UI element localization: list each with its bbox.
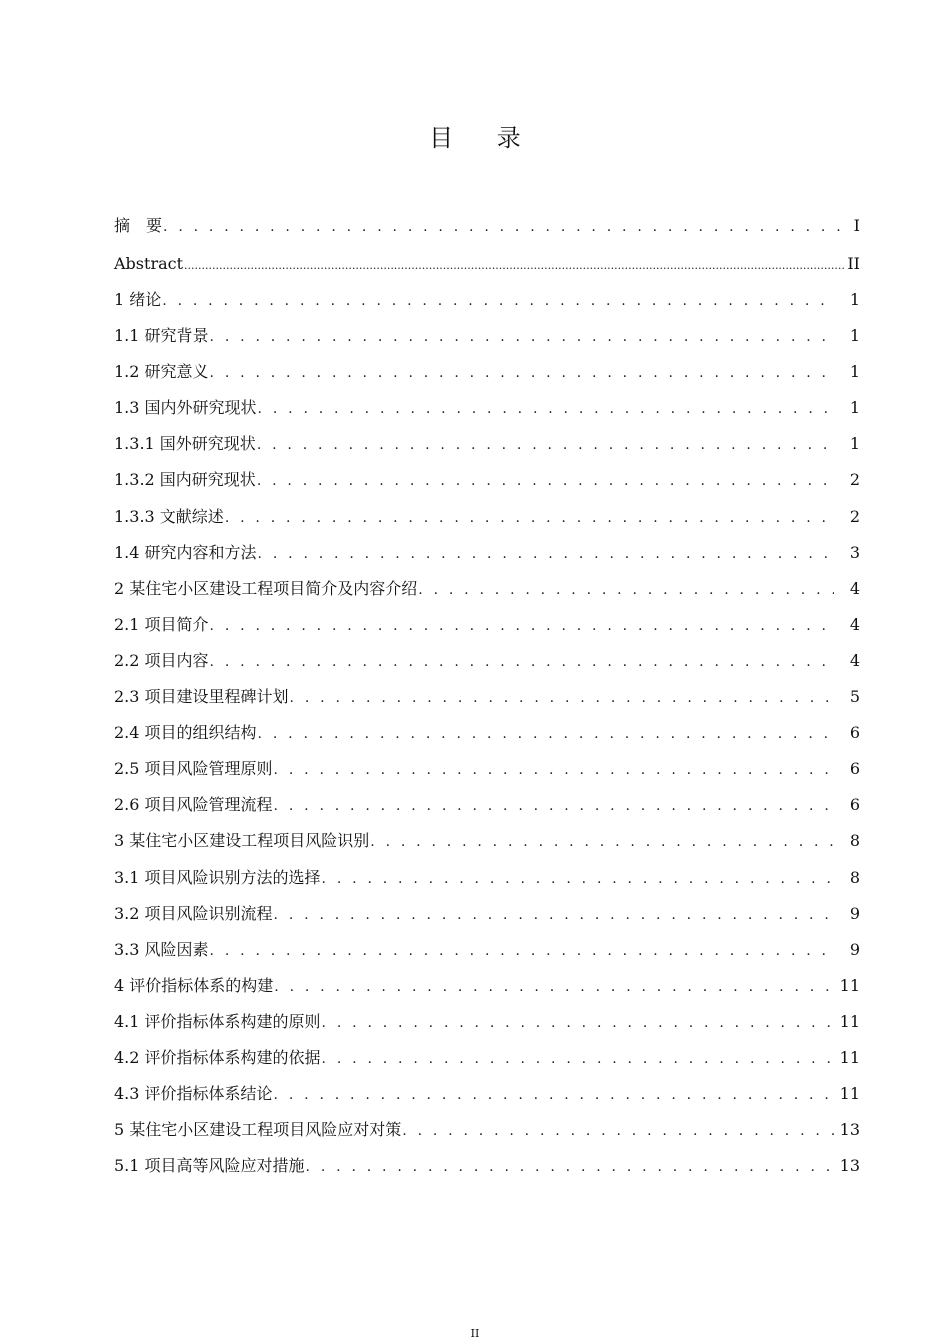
- toc-entry-page: 9: [849, 939, 860, 959]
- toc-dot-leader: [162, 283, 834, 319]
- toc-entry-page: 3: [849, 542, 860, 562]
- toc-entry-label: 2.1 项目简介: [114, 614, 209, 634]
- toc-entry[interactable]: [114, 426, 860, 462]
- toc-dot-leader: [274, 788, 834, 824]
- toc-entry-label: 1.3.1 国外研究现状: [114, 434, 256, 454]
- toc-entry-page: 5: [849, 687, 860, 707]
- toc-entry-label: 4.2 评价指标体系构建的依据: [114, 1047, 321, 1067]
- toc-entry[interactable]: [114, 390, 860, 426]
- toc-entry-page: 1: [849, 434, 860, 454]
- toc-dot-leader: [210, 319, 834, 355]
- toc-entry[interactable]: [114, 787, 860, 823]
- toc-dot-leader: [274, 752, 834, 788]
- toc-dot-leader: [210, 355, 834, 391]
- toc-entry-label: 1.3 国内外研究现状: [114, 398, 257, 418]
- toc-entry-page: 9: [849, 903, 860, 923]
- toc-entry[interactable]: [114, 860, 860, 896]
- toc-entry-page: 11: [839, 1047, 860, 1067]
- toc-dot-leader: [210, 644, 834, 680]
- toc-dot-leader: [210, 608, 834, 644]
- toc-dot-leader: [322, 1005, 834, 1041]
- toc-entry-page: 13: [839, 1156, 860, 1176]
- toc-entry-label: 3.2 项目风险识别流程: [114, 903, 273, 923]
- footer-page-number: II: [470, 1327, 480, 1340]
- toc-entry-label: Abstract: [114, 254, 184, 273]
- toc-entry-label: 3.1 项目风险识别方法的选择: [114, 867, 321, 887]
- toc-entry-label: 1.1 研究背景: [114, 326, 209, 346]
- toc-entry-page: 4: [849, 650, 860, 670]
- toc-entry[interactable]: [114, 932, 860, 968]
- toc-entry-label: 2 某住宅小区建设工程项目简介及内容介绍: [114, 578, 418, 598]
- toc-entry-abstract-en[interactable]: [114, 246, 860, 282]
- toc-entry-label: 5 某住宅小区建设工程项目风险应对对策: [114, 1120, 402, 1140]
- toc-entry[interactable]: [114, 462, 860, 498]
- toc-entry[interactable]: [114, 1112, 860, 1148]
- toc-title: 目 录: [429, 124, 539, 152]
- toc-entry[interactable]: [114, 896, 860, 932]
- toc-entry-label: 4.1 评价指标体系构建的原则: [114, 1011, 321, 1031]
- toc-entry-label: 摘 要: [114, 216, 163, 235]
- toc-entry[interactable]: [114, 968, 860, 1004]
- toc-entry[interactable]: [114, 715, 860, 751]
- toc-entry-page: 1: [849, 326, 860, 346]
- toc-entry-page: II: [847, 254, 860, 273]
- toc-dot-leader: [306, 1149, 834, 1185]
- toc-entry[interactable]: [114, 823, 860, 859]
- toc-entry[interactable]: [114, 318, 860, 354]
- toc-entry-page: I: [853, 216, 860, 235]
- toc-entry-label: 3 某住宅小区建设工程项目风险识别: [114, 831, 370, 851]
- toc-dot-leader: [258, 391, 834, 427]
- toc-entry-label: 4.3 评价指标体系结论: [114, 1084, 273, 1104]
- toc-entry-label: 2.3 项目建设里程碑计划: [114, 687, 289, 707]
- toc-entry-page: 8: [849, 867, 860, 887]
- toc-entry-label: 4 评价指标体系的构建: [114, 975, 274, 995]
- toc-entry-page: 4: [849, 614, 860, 634]
- toc-entry-label: 1.3.3 文献综述: [114, 506, 224, 526]
- toc-dot-leader: [322, 1041, 834, 1077]
- toc-dot-leader: [402, 1113, 834, 1149]
- toc-entry-page: 11: [839, 1011, 860, 1031]
- toc-entry-page: 6: [849, 723, 860, 743]
- toc-entry[interactable]: [114, 354, 860, 390]
- toc-dot-leader: [257, 463, 834, 499]
- toc-entry-label: 1.2 研究意义: [114, 362, 209, 382]
- toc-entry-page: 6: [849, 795, 860, 815]
- toc-entry-page: 4: [849, 578, 860, 598]
- toc-entry[interactable]: [114, 607, 860, 643]
- toc-dot-leader: [184, 248, 845, 284]
- toc-dot-leader: [163, 209, 846, 245]
- toc-dot-leader: [322, 861, 834, 897]
- toc-entry-label: 2.6 项目风险管理流程: [114, 795, 273, 815]
- toc-entry-page: 13: [839, 1120, 860, 1140]
- toc-entry-page: 2: [849, 470, 860, 490]
- toc-dot-leader: [274, 969, 834, 1005]
- toc-entry-page: 6: [849, 759, 860, 779]
- toc-entry[interactable]: [114, 282, 860, 318]
- toc-entry-label: 5.1 项目高等风险应对措施: [114, 1156, 305, 1176]
- toc-entry-page: 1: [849, 398, 860, 418]
- toc-entry-label: 3.3 风险因素: [114, 939, 209, 959]
- toc-dot-leader: [274, 897, 834, 933]
- toc-entry[interactable]: [114, 643, 860, 679]
- toc-entry-label: 1.4 研究内容和方法: [114, 542, 257, 562]
- toc-dot-leader: [274, 1077, 834, 1113]
- toc-entry-abstract-cn[interactable]: [114, 208, 860, 246]
- toc-entry[interactable]: [114, 1148, 860, 1184]
- toc-entry-label: 1.3.2 国内研究现状: [114, 470, 256, 490]
- toc-entry-label: 2.2 项目内容: [114, 650, 209, 670]
- toc-entry[interactable]: [114, 499, 860, 535]
- toc-entry[interactable]: [114, 751, 860, 787]
- toc-entry[interactable]: [114, 1004, 860, 1040]
- toc-entry-page: 11: [839, 1084, 860, 1104]
- toc-dot-leader: [258, 716, 834, 752]
- toc-entry-label: 1 绪论: [114, 290, 162, 309]
- toc-entry[interactable]: [114, 535, 860, 571]
- toc-dot-leader: [370, 824, 834, 860]
- toc-dot-leader: [418, 572, 834, 608]
- toc-dot-leader: [210, 933, 834, 969]
- toc-entry-page: 1: [849, 290, 860, 309]
- toc-entry-page: 2: [849, 506, 860, 526]
- toc-dot-leader: [257, 427, 834, 463]
- toc-dot-leader: [225, 500, 834, 536]
- toc-dot-leader: [258, 536, 834, 572]
- toc-entry-label: 2.5 项目风险管理原则: [114, 759, 273, 779]
- toc-entry-page: 1: [849, 362, 860, 382]
- toc-entry-label: 2.4 项目的组织结构: [114, 723, 257, 743]
- toc-entry-page: 8: [849, 831, 860, 851]
- toc-entry[interactable]: [114, 1040, 860, 1076]
- toc-entry[interactable]: [114, 571, 860, 607]
- toc-entry[interactable]: [114, 679, 860, 715]
- toc-entry[interactable]: [114, 1076, 860, 1112]
- toc-entry-page: 11: [839, 975, 860, 995]
- toc-list: [114, 208, 860, 1184]
- toc-dot-leader: [290, 680, 834, 716]
